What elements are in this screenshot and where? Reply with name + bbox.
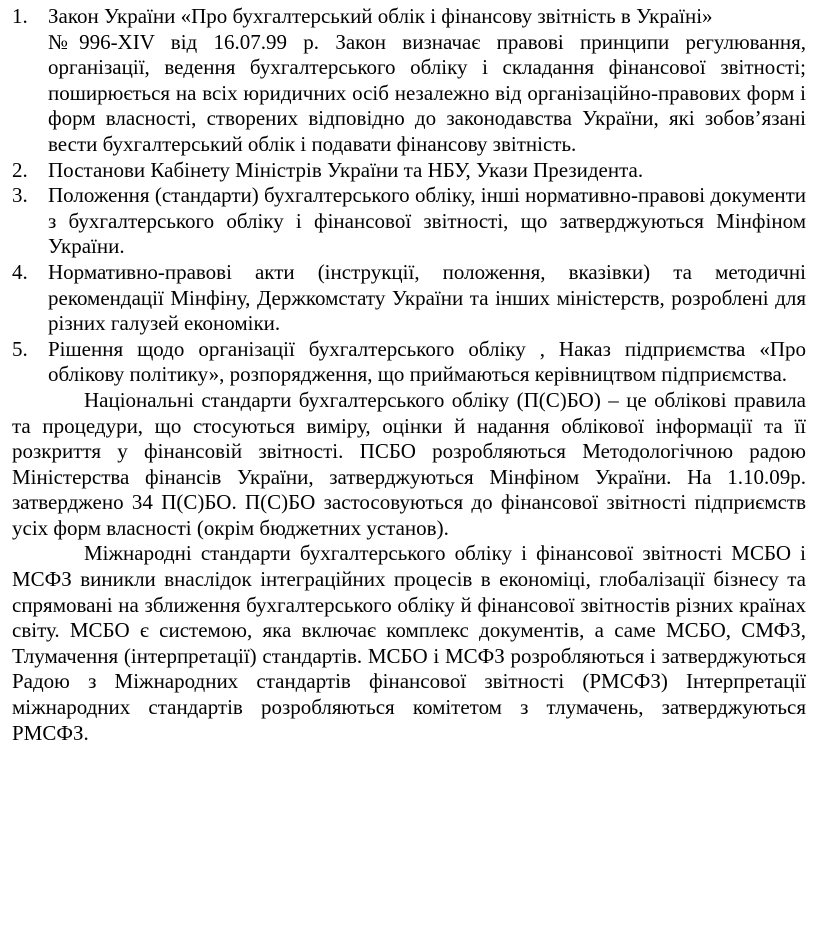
list-item bbox=[12, 4, 806, 158]
regulation-list bbox=[12, 4, 806, 388]
list-item-text: Положення (стандарти) бухгалтерського обліку, інші нормативно-правові документи з бухгалтерського обліку і фінансової звітності, що затверджуються Мінфіном України. bbox=[48, 183, 806, 259]
list-item bbox=[12, 337, 806, 388]
paragraph-national-standards: Національні стандарти бухгалтерського обліку (П(С)БО) – це облікові правила та процедури, що стосуються виміру, оцінки й надання облікової інформації та її розкриття у фінансовій звітності. ПСБО розробляються Методологічною радою Міністерства фінансів України, затверджуються Мінфіном України. На 1.10.09р. затверджено 34 П(С)БО. П(С)БО застосовуються до фінансової звітності підприємств усіх форм власності (окрім бюджетних установ). bbox=[12, 387, 806, 540]
list-item-number: 2. bbox=[12, 157, 28, 182]
list-item bbox=[12, 158, 806, 184]
list-item-number: 3. bbox=[12, 183, 28, 208]
list-item bbox=[12, 260, 806, 337]
list-item bbox=[12, 183, 806, 260]
list-item-text: Постанови Кабінету Міністрів України та НБУ, Укази Президента. bbox=[48, 157, 644, 182]
list-item-text: Рішення щодо організації бухгалтерського обліку , Наказ підприємства «Про облікову політику», розпорядження, що приймаються керівництвом підприємства. bbox=[48, 336, 806, 387]
list-item-number: 1. bbox=[12, 4, 28, 28]
list-item-number: 5. bbox=[12, 336, 28, 361]
list-item-title: Закон України «Про бухгалтерський облік і фінансову звітність в Україні» bbox=[48, 4, 713, 28]
list-item-text: №996-XIV від 16.07.99 р. Закон визначає правові принципи регулювання, організації, ведення бухгалтерського обліку і складання фінансової звітності; поширюється на всіх юридичних осіб незалежно від організаційно-правових форм і форм власності, створених відповідно до законодавства України, які зобов’язані вести бухгалтерський облік і подавати фінансову звітність. bbox=[48, 29, 806, 156]
list-item-text: Нормативно-правові акти (інструкції, положення, вказівки) та методичні рекомендації Мінфіну, Держкомстату України та інших міністерств, розроблені для різних галузей економіки. bbox=[48, 259, 806, 336]
paragraph-international-standards: Міжнародні стандарти бухгалтерського обліку і фінансової звітності МСБО і МСФЗ виникли внаслідок інтеграційних процесів в економіці, глобалізації бізнесу та спрямовані на зближення бухгалтерського обліку й фінансової звітностів різних країнах світу. МСБО є системою, яка включає комплекс документів, а саме МСБО, СМФЗ, Тлумачення (інтерпретації) стандартів. МСБО і МСФЗ розробляються і затверджуються Радою з Міжнародних стандартів фінансової звітності (РМСФЗ) Інтерпретації міжнародних стандартів розробляються комітетом з тлумачень, затверджуються РМСФЗ. bbox=[12, 541, 806, 745]
list-item-number: 4. bbox=[12, 259, 28, 284]
